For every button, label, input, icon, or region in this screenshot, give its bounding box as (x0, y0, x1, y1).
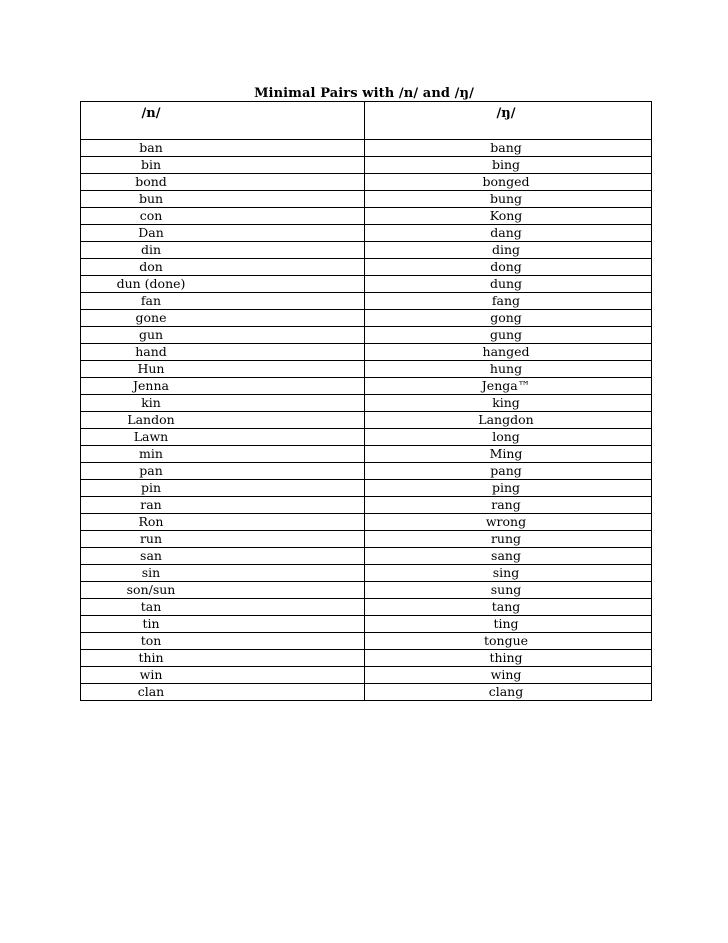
cell-ng (365, 667, 652, 684)
table-row (81, 650, 652, 667)
cell-n (81, 548, 365, 565)
table-row (81, 582, 652, 599)
cell-ng (365, 378, 652, 395)
cell-ng (365, 191, 652, 208)
word-ng: rung (490, 531, 522, 546)
cell-ng (365, 327, 652, 344)
word-ng: bung (489, 191, 523, 206)
word-ng: long (492, 429, 520, 444)
table-row (81, 276, 652, 293)
word-ng: sang (491, 548, 521, 563)
cell-n (81, 531, 365, 548)
word-ng: tongue (483, 633, 529, 648)
table-row (81, 378, 652, 395)
word-n: bin (140, 157, 162, 172)
word-n: ran (140, 497, 162, 512)
cell-n (81, 225, 365, 242)
word-n: ban (139, 140, 163, 155)
cell-ng (365, 616, 652, 633)
cell-ng (365, 565, 652, 582)
cell-n (81, 514, 365, 531)
word-n: Lawn (133, 429, 169, 444)
column-header-n-label: /n/ (141, 106, 161, 121)
table-row (81, 191, 652, 208)
word-ng: Kong (489, 208, 523, 223)
cell-ng (365, 429, 652, 446)
cell-ng (365, 582, 652, 599)
cell-ng (365, 208, 652, 225)
cell-ng (365, 684, 652, 701)
cell-ng (365, 650, 652, 667)
word-n: san (140, 548, 162, 563)
word-ng: pang (490, 463, 522, 478)
word-n: ton (140, 633, 162, 648)
word-ng: ping (491, 480, 521, 495)
word-n: Dan (138, 225, 164, 240)
table-body (81, 140, 652, 701)
table-row (81, 327, 652, 344)
cell-ng (365, 480, 652, 497)
word-ng: thing (489, 650, 523, 665)
cell-n (81, 633, 365, 650)
word-ng: sung (490, 582, 522, 597)
cell-ng (365, 242, 652, 259)
cell-n (81, 616, 365, 633)
word-ng: bang (490, 140, 522, 155)
word-n: gone (135, 310, 167, 325)
table-row (81, 361, 652, 378)
cell-n (81, 412, 365, 429)
table-row (81, 565, 652, 582)
cell-n (81, 344, 365, 361)
cell-n (81, 140, 365, 157)
cell-ng (365, 293, 652, 310)
page-title: Minimal Pairs with /n/ and /ŋ/ (254, 86, 474, 101)
word-n: tan (140, 599, 162, 614)
word-ng: dung (489, 276, 523, 291)
word-n: pin (140, 480, 162, 495)
cell-ng (365, 497, 652, 514)
column-header-ng (365, 102, 652, 140)
table-row (81, 548, 652, 565)
word-ng: bing (491, 157, 521, 172)
cell-n (81, 242, 365, 259)
cell-ng (365, 514, 652, 531)
word-n: run (139, 531, 163, 546)
table-row (81, 480, 652, 497)
word-ng: gung (489, 327, 523, 342)
word-n: win (139, 667, 163, 682)
cell-n (81, 174, 365, 191)
cell-n (81, 667, 365, 684)
word-ng: wrong (485, 514, 527, 529)
word-n: hand (135, 344, 167, 359)
table-row (81, 310, 652, 327)
word-n: Ron (138, 514, 164, 529)
table-row (81, 531, 652, 548)
cell-ng (365, 548, 652, 565)
cell-ng (365, 157, 652, 174)
cell-n (81, 293, 365, 310)
cell-ng (365, 633, 652, 650)
table-row (81, 344, 652, 361)
cell-n (81, 395, 365, 412)
word-ng: Ming (489, 446, 523, 461)
word-n: Landon (127, 412, 175, 427)
table-row (81, 174, 652, 191)
word-n: kin (141, 395, 161, 410)
word-ng: bonged (482, 174, 530, 189)
word-ng: sing (492, 565, 520, 580)
word-n: thin (138, 650, 164, 665)
word-ng: dang (490, 225, 522, 240)
word-n: bun (138, 191, 164, 206)
word-ng: wing (490, 667, 522, 682)
word-n: clan (137, 684, 165, 699)
table-row (81, 157, 652, 174)
table-row (81, 208, 652, 225)
column-header-n (81, 102, 365, 140)
word-n: dun (done) (116, 276, 186, 291)
word-ng: tang (491, 599, 521, 614)
table-row (81, 497, 652, 514)
word-n: tin (142, 616, 160, 631)
table-row (81, 463, 652, 480)
table-header-row (81, 102, 652, 140)
table-row (81, 616, 652, 633)
cell-ng (365, 531, 652, 548)
word-ng: king (492, 395, 520, 410)
word-ng: hung (489, 361, 523, 376)
cell-ng (365, 310, 652, 327)
word-ng: hanged (482, 344, 530, 359)
word-n: min (139, 446, 163, 461)
cell-ng (365, 412, 652, 429)
cell-ng (365, 446, 652, 463)
cell-ng (365, 174, 652, 191)
word-n: gun (138, 327, 164, 342)
word-ng: dong (490, 259, 522, 274)
cell-ng (365, 463, 652, 480)
table-row (81, 599, 652, 616)
cell-ng (365, 395, 652, 412)
cell-n (81, 565, 365, 582)
word-ng: rang (491, 497, 521, 512)
cell-ng (365, 276, 652, 293)
cell-n (81, 446, 365, 463)
word-ng: clang (488, 684, 524, 699)
word-ng: ting (493, 616, 519, 631)
word-ng: Langdon (478, 412, 534, 427)
table-row (81, 412, 652, 429)
table-row (81, 684, 652, 701)
cell-n (81, 599, 365, 616)
cell-ng (365, 259, 652, 276)
word-n: son/sun (126, 582, 176, 597)
word-n: din (140, 242, 162, 257)
cell-ng (365, 344, 652, 361)
table-row (81, 667, 652, 684)
column-header-ng-label: /ŋ/ (496, 106, 516, 121)
table-row (81, 514, 652, 531)
table-row (81, 293, 652, 310)
cell-n (81, 276, 365, 293)
word-ng: ding (491, 242, 521, 257)
word-n: fan (140, 293, 162, 308)
cell-n (81, 327, 365, 344)
cell-n (81, 497, 365, 514)
cell-n (81, 310, 365, 327)
cell-n (81, 582, 365, 599)
cell-n (81, 480, 365, 497)
word-n: con (139, 208, 163, 223)
cell-ng (365, 361, 652, 378)
word-n: sin (141, 565, 161, 580)
cell-n (81, 684, 365, 701)
table-row (81, 633, 652, 650)
cell-ng (365, 140, 652, 157)
cell-n (81, 259, 365, 276)
cell-n (81, 361, 365, 378)
cell-n (81, 157, 365, 174)
word-n: pan (139, 463, 163, 478)
table-row (81, 242, 652, 259)
word-n: don (139, 259, 163, 274)
table-row (81, 446, 652, 463)
word-ng: fang (491, 293, 521, 308)
word-n: Jenna (133, 378, 169, 393)
cell-n (81, 650, 365, 667)
cell-n (81, 191, 365, 208)
cell-n (81, 208, 365, 225)
cell-ng (365, 225, 652, 242)
table-row (81, 429, 652, 446)
cell-n (81, 463, 365, 480)
minimal-pairs-table (80, 101, 652, 701)
cell-n (81, 378, 365, 395)
cell-ng (365, 599, 652, 616)
word-ng: Jenga™ (481, 378, 531, 393)
table-row (81, 140, 652, 157)
table-row (81, 225, 652, 242)
table-row (81, 259, 652, 276)
word-n: Hun (137, 361, 165, 376)
word-ng: gong (490, 310, 522, 325)
cell-n (81, 429, 365, 446)
table-row (81, 395, 652, 412)
word-n: bond (135, 174, 167, 189)
